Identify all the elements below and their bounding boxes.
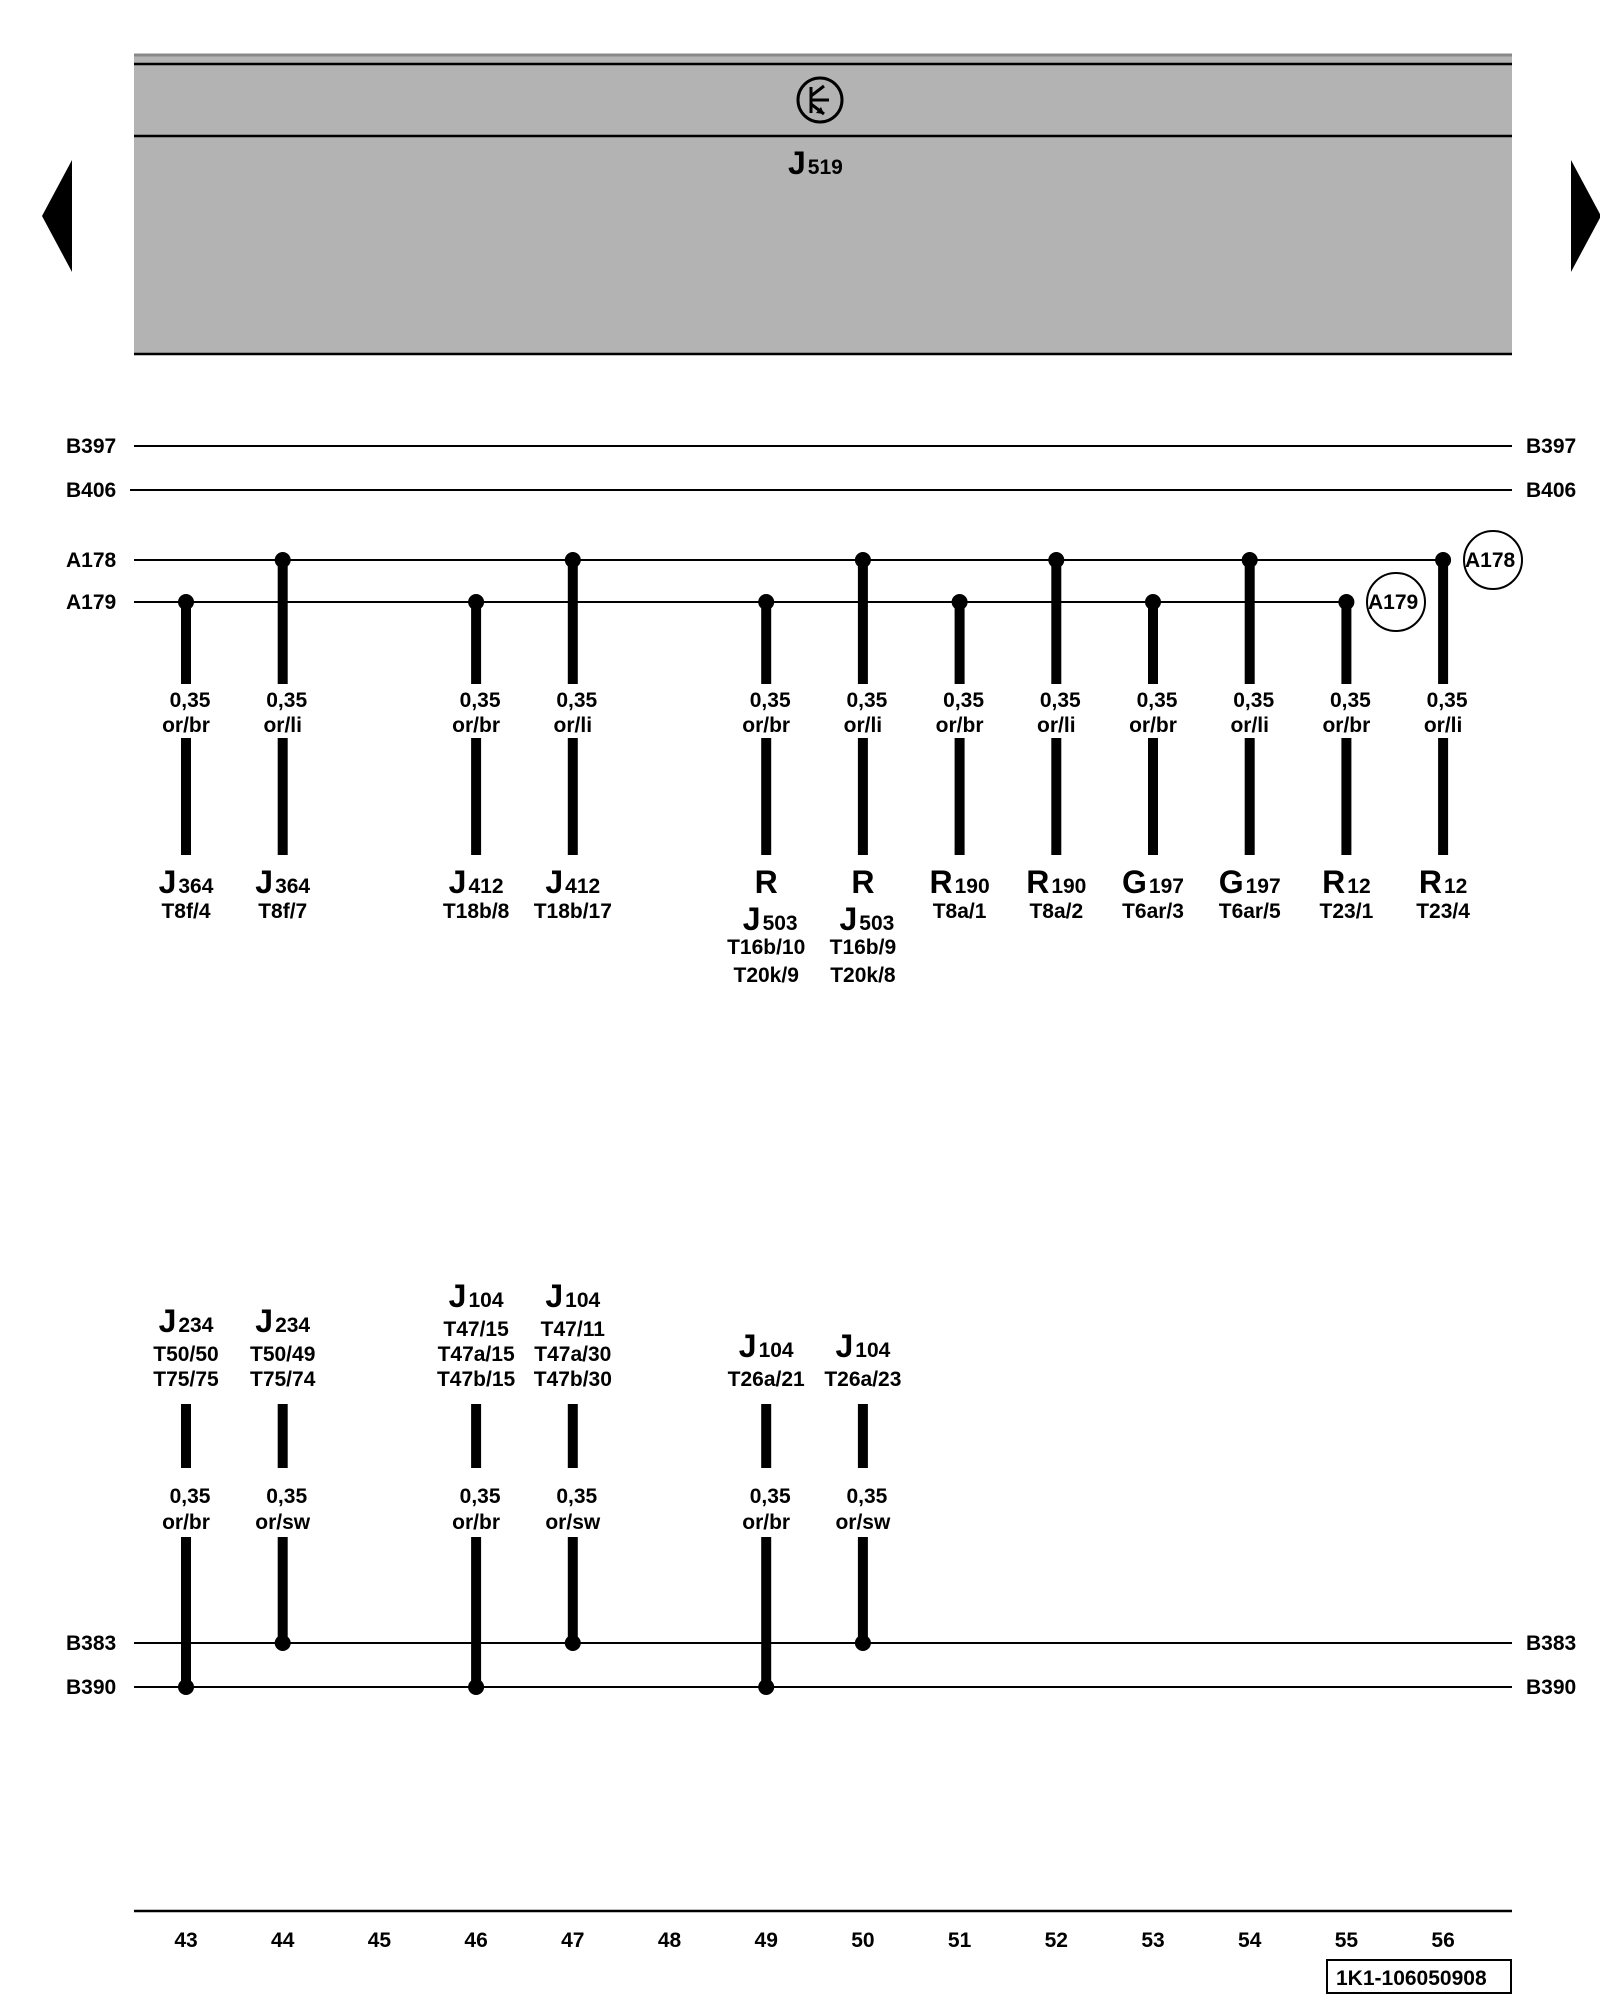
column-number: 48: [657, 1929, 682, 1952]
component-label: G197: [1218, 864, 1281, 900]
wire-size: 0,35: [846, 1485, 888, 1508]
wire-50-lower: [824, 1328, 901, 1651]
component-label: R: [754, 864, 778, 900]
wire-44-upper: [255, 552, 310, 923]
wire-color: or/br: [742, 714, 791, 737]
pin-label: T6ar/3: [1122, 900, 1184, 923]
wire-size: 0,35: [1039, 689, 1081, 712]
rail-label-B390-left: B390: [66, 1676, 117, 1699]
wire-size: 0,35: [1426, 689, 1468, 712]
pin-label: T47b/15: [436, 1368, 516, 1391]
wire-55-upper: [1320, 594, 1374, 923]
column-number: 53: [1141, 1929, 1165, 1952]
wire-46-upper: [443, 594, 510, 923]
wire-color: or/li: [843, 714, 883, 737]
pin-label: T20k/8: [830, 964, 896, 987]
pin-label: T47a/30: [534, 1343, 612, 1366]
column-number: 43: [174, 1929, 198, 1952]
pin-label: T47/11: [540, 1318, 605, 1341]
column-number: 44: [271, 1929, 295, 1952]
wire-size: 0,35: [556, 689, 598, 712]
wire-color: or/br: [742, 1511, 791, 1534]
wire-size: 0,35: [1233, 689, 1275, 712]
component-label: J104: [545, 1278, 601, 1314]
wire-49-lower: [728, 1328, 805, 1695]
pin-label: T18b/8: [442, 900, 510, 923]
junction-dot: [1435, 552, 1451, 568]
pin-label: T26a/23: [824, 1368, 902, 1391]
junction-dot: [952, 594, 968, 610]
junction-dot: [855, 1635, 871, 1651]
pin-label: T8a/1: [932, 900, 987, 923]
pin-label: T26a/21: [727, 1368, 805, 1391]
wire-color: or/li: [263, 714, 302, 737]
wire-color: or/li: [1423, 714, 1463, 737]
junction-dot: [275, 1635, 291, 1651]
wire-color: or/br: [935, 714, 984, 737]
column-number: 55: [1334, 1929, 1359, 1952]
component-label: G197: [1122, 864, 1184, 900]
wire-color: or/li: [1230, 714, 1269, 737]
wire-size: 0,35: [459, 1485, 501, 1508]
junction-dot: [565, 552, 581, 568]
component-label: R12: [1418, 864, 1468, 900]
doc-id: 1K1-106050908: [1336, 1967, 1487, 1990]
junction-dot: [1242, 552, 1258, 568]
rail-label-B383-right: B383: [1526, 1632, 1577, 1655]
wire-53-upper: [1122, 594, 1184, 923]
column-number: 51: [947, 1929, 972, 1952]
doc-id-box: [1327, 1960, 1511, 1993]
component-label: J104: [835, 1328, 891, 1364]
marker-a179-label: A179: [1368, 591, 1419, 614]
wire-color: or/br: [452, 714, 501, 737]
junction-dot: [178, 594, 194, 610]
wire-size: 0,35: [556, 1485, 598, 1508]
column-number: 56: [1431, 1929, 1455, 1952]
component-label: J104: [738, 1328, 794, 1364]
pin-label: T8f/7: [258, 900, 308, 923]
junction-dot: [565, 1635, 581, 1651]
lower-wires: [153, 1278, 901, 1695]
pin-label: T50/50: [153, 1343, 219, 1366]
wire-52-upper: [1026, 552, 1086, 923]
pin-label: T47b/30: [533, 1368, 612, 1391]
wire-43-upper: [159, 594, 214, 923]
column-numbers: [174, 1929, 1454, 1952]
control-unit-label: J519: [788, 145, 843, 181]
rail-label-B406-left: B406: [66, 479, 117, 502]
component-label: J234: [255, 1303, 311, 1339]
junction-dot: [1338, 594, 1354, 610]
junction-dot: [468, 1679, 484, 1695]
wire-color: or/sw: [835, 1511, 891, 1534]
column-number: 50: [851, 1929, 875, 1952]
control-unit-block: [134, 55, 1512, 355]
component-label: J412: [545, 864, 601, 900]
wire-46-lower: [437, 1278, 516, 1695]
marker-a178-label: A178: [1465, 549, 1516, 572]
junction-dot: [275, 552, 291, 568]
wire-color: or/br: [452, 1511, 501, 1534]
component-label: J364: [255, 864, 311, 900]
pin-label: T23/4: [1416, 900, 1470, 923]
component-label: J104: [448, 1278, 504, 1314]
component-label: R12: [1322, 864, 1371, 900]
wire-49-upper: [727, 594, 805, 987]
rail-label-B390-right: B390: [1526, 1676, 1577, 1699]
wire-color: or/br: [1322, 714, 1371, 737]
column-number: 45: [367, 1929, 392, 1952]
component-label: J503: [839, 901, 895, 937]
junction-dot: [468, 594, 484, 610]
pin-label: T20k/9: [733, 964, 799, 987]
pin-label: T16b/10: [727, 936, 806, 959]
component-label: J503: [742, 901, 798, 937]
column-number: 49: [754, 1929, 778, 1952]
wire-47-lower: [534, 1278, 612, 1651]
wire-size: 0,35: [266, 1485, 308, 1508]
rail-label-B397-right: B397: [1526, 435, 1577, 458]
pin-label: T18b/17: [533, 900, 612, 923]
component-label: R190: [1026, 864, 1087, 900]
wire-44-lower: [250, 1303, 316, 1651]
wire-size: 0,35: [749, 689, 791, 712]
junction-dot: [758, 1679, 774, 1695]
rail-label-B383-left: B383: [66, 1632, 117, 1655]
wire-size: 0,35: [943, 689, 985, 712]
pin-label: T8a/2: [1029, 900, 1084, 923]
junction-dot: [758, 594, 774, 610]
column-number: 52: [1044, 1929, 1068, 1952]
wire-color: or/li: [1037, 714, 1076, 737]
bus-rails: [130, 446, 1512, 1687]
wire-54-upper: [1219, 552, 1281, 923]
wire-color: or/sw: [545, 1511, 601, 1534]
pin-label: T6ar/5: [1218, 900, 1281, 923]
pin-label: T75/74: [250, 1368, 316, 1391]
wire-color: or/br: [162, 714, 210, 737]
column-number: 47: [561, 1929, 585, 1952]
component-label: J234: [158, 1303, 214, 1339]
wire-size: 0,35: [846, 689, 888, 712]
junction-dot: [1048, 552, 1064, 568]
wire-size: 0,35: [266, 689, 308, 712]
pin-label: T8f/4: [161, 900, 211, 923]
component-label: R190: [929, 864, 990, 900]
wire-color: or/br: [1129, 714, 1177, 737]
upper-wires: [159, 552, 1471, 987]
rail-label-B397-left: B397: [66, 435, 117, 458]
column-number: 46: [464, 1929, 488, 1952]
wire-43-lower: [153, 1303, 219, 1695]
rail-label-A178: A178: [66, 549, 117, 572]
component-label: J364: [158, 864, 214, 900]
wire-color: or/sw: [255, 1511, 311, 1534]
pin-label: T47/15: [443, 1318, 509, 1341]
pin-label: T47a/15: [437, 1343, 515, 1366]
component-label: R: [851, 864, 875, 900]
component-label: J412: [448, 864, 504, 900]
wire-size: 0,35: [459, 689, 501, 712]
wire-color: or/br: [162, 1511, 210, 1534]
rail-label-A179: A179: [66, 591, 117, 614]
pin-label: T23/1: [1319, 900, 1374, 923]
wire-size: 0,35: [749, 1485, 791, 1508]
column-number: 54: [1238, 1929, 1262, 1952]
junction-dot: [178, 1679, 194, 1695]
wire-51-upper: [930, 594, 990, 923]
wire-size: 0,35: [169, 689, 211, 712]
wire-color: or/li: [553, 714, 593, 737]
wire-size: 0,35: [1136, 689, 1178, 712]
wire-47-upper: [534, 552, 612, 923]
junction-dot: [855, 552, 871, 568]
pin-label: T16b/9: [829, 936, 897, 959]
wire-size: 0,35: [1329, 689, 1371, 712]
pin-label: T75/75: [153, 1368, 219, 1391]
wire-50-upper: [830, 552, 897, 987]
wire-size: 0,35: [169, 1485, 211, 1508]
junction-dot: [1145, 594, 1161, 610]
pin-label: T50/49: [250, 1343, 316, 1366]
rail-label-B406-right: B406: [1526, 479, 1577, 502]
